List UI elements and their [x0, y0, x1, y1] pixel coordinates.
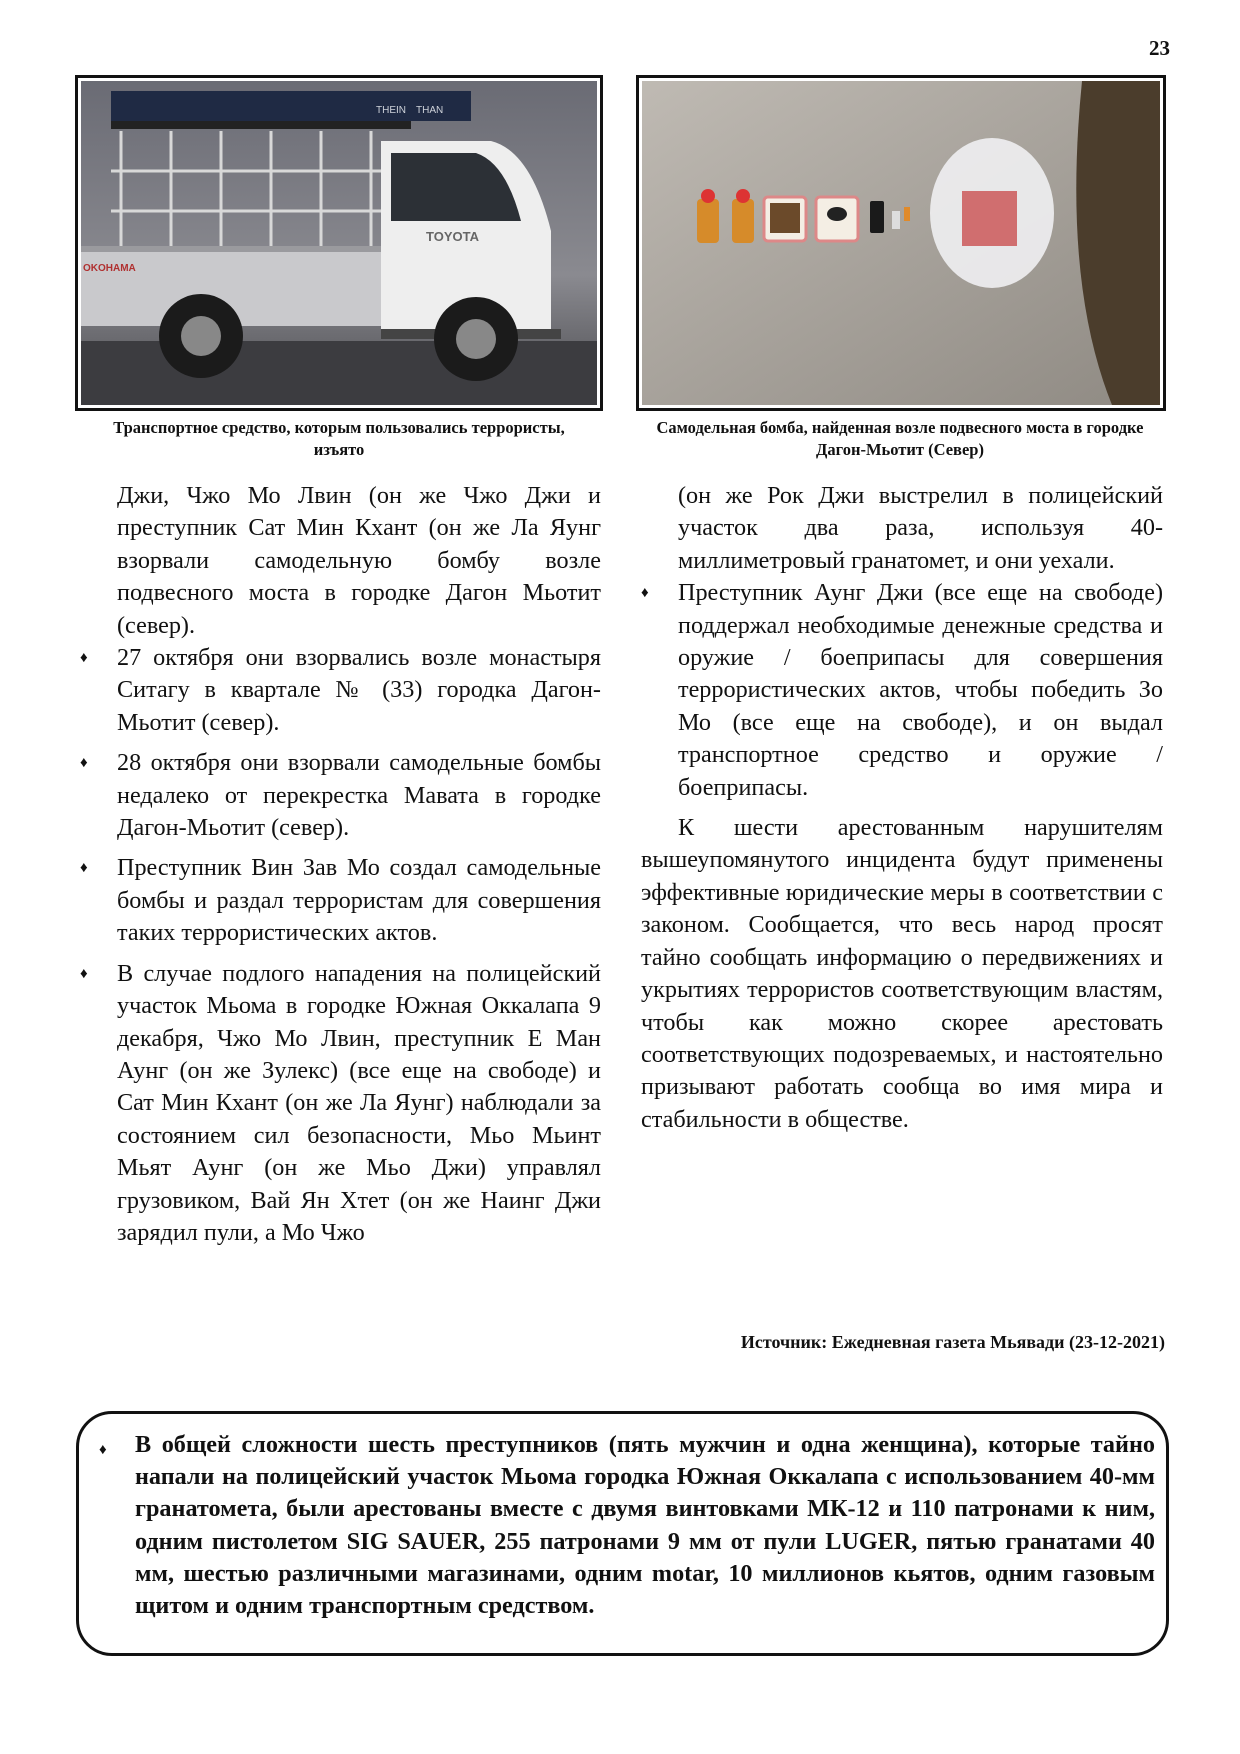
- page-number: 23: [1149, 36, 1170, 60]
- source-citation: Источник: Ежедневная газета Мьявади (23-12-2021): [740, 1332, 1165, 1352]
- truck-photo-caption: Транспортное средство, которым пользовались террористы, изъято: [113, 418, 565, 459]
- svg-text:THEIN: THEIN: [376, 105, 406, 116]
- bomb-illustration: [642, 81, 1160, 405]
- summary-text: В общей сложности шесть преступников (пять мужчин и одна женщина), которые тайно напали на полицейский участок Мьома городка Южная Оккалапа с использованием 40-мм гранатомета, были арестованы вместе с двумя винтовками МК-12 и 110 патронами к ним, одним пистолетом SIG SAUER, 255 патронами 9 мм от пули LUGER, пятью гранатами 40 мм, шестью различными магазинами, одним motar, 10 миллионов кьятов, одним газовым щитом и одним транспортным средством.: [135, 1431, 1155, 1620]
- svg-text:THAN: THAN: [416, 105, 444, 116]
- bullet-icon: ♦: [80, 965, 88, 982]
- svg-text:OKOHAMA: OKOHAMA: [83, 263, 136, 274]
- list-item: [80, 852, 601, 949]
- bomb-photo: [636, 75, 1166, 411]
- list-item: [80, 958, 601, 1250]
- list-item-text: 27 октября они взорвались возле монастыря Ситагу в квартале № (33) городка Дагон-Мьотит (север).: [117, 644, 601, 736]
- svg-text:TOYOTA: TOYOTA: [426, 229, 479, 244]
- list-item-text: 28 октября они взорвали самодельные бомбы недалеко от перекрестка Мавата в городке Дагон-Мьотит (север).: [117, 749, 601, 842]
- list-item-text: Преступник Вин Зав Мо создал самодельные бомбы и раздал террористам для совершения таких террористических актов.: [117, 854, 601, 947]
- list-item-text: В случае подлого нападения на полицейский участок Мьома в городке Южная Оккалапа 9 декабря, Чжо Мо Лвин, преступник Е Ман Аунг (он же Зулекс) (все еще на свободе) и Сат Мин Кхант (он же Ла Яунг) наблюдали за состоянием сил безопасности, Мьо Мьинт Мьят Аунг (он же Мьо Джи) управлял грузовиком, Вай Ян Хтет (он же Наинг Джи зарядил пули, а Мо Чжо: [117, 959, 601, 1246]
- list-item: [641, 577, 1163, 804]
- bullet-icon: ♦: [80, 860, 88, 877]
- bullet-icon: ♦: [80, 755, 88, 772]
- bullet-icon: ♦: [80, 650, 88, 667]
- bullet-icon: ♦: [99, 1442, 107, 1458]
- bullet-icon: ♦: [641, 585, 649, 602]
- truck-illustration: [81, 81, 597, 405]
- summary-box: [76, 1411, 1169, 1656]
- right-continuation-paragraph: (он же Рок Джи выстрелил в полицейский участок два раза, используя 40-миллиметровый гранатомет, и они уехали.: [678, 482, 1163, 574]
- bomb-photo-caption: Самодельная бомба, найденная возле подвесного моста в городке Дагон-Мьотит (Север): [656, 418, 1144, 459]
- truck-photo: [75, 75, 603, 411]
- list-item: [80, 642, 601, 739]
- right-column: [641, 480, 1163, 1136]
- list-item-text: Преступник Аунг Джи (все еще на свободе) поддержал необходимые денежные средства и оружие / боеприпасы для совершения террористических актов, чтобы победить Зо Мо (все еще на свободе), и он выдал транспортное средство и оружие / боеприпасы.: [678, 579, 1163, 801]
- left-intro-paragraph: Джи, Чжо Мо Лвин (он же Чжо Джи и преступник Сат Мин Кхант (он же Ла Яунг взорвали самодельную бомбу возле подвесного моста в городке Дагон Мьотит (север).: [117, 482, 601, 639]
- list-item: [80, 747, 601, 844]
- closing-paragraph: К шести арестованным нарушителям вышеупомянутого инцидента будут применены эффективные юридические меры в соответствии с законом. Сообщается, что весь народ просят тайно сообщать информацию о передвижениях и укрытиях террористов соответствующим властям, чтобы как можно скорее арестовать соответствующих подозреваемых, и настоятельно призывают работать сообща во имя мира и стабильности в обществе.: [641, 814, 1163, 1133]
- left-column: [80, 480, 601, 1257]
